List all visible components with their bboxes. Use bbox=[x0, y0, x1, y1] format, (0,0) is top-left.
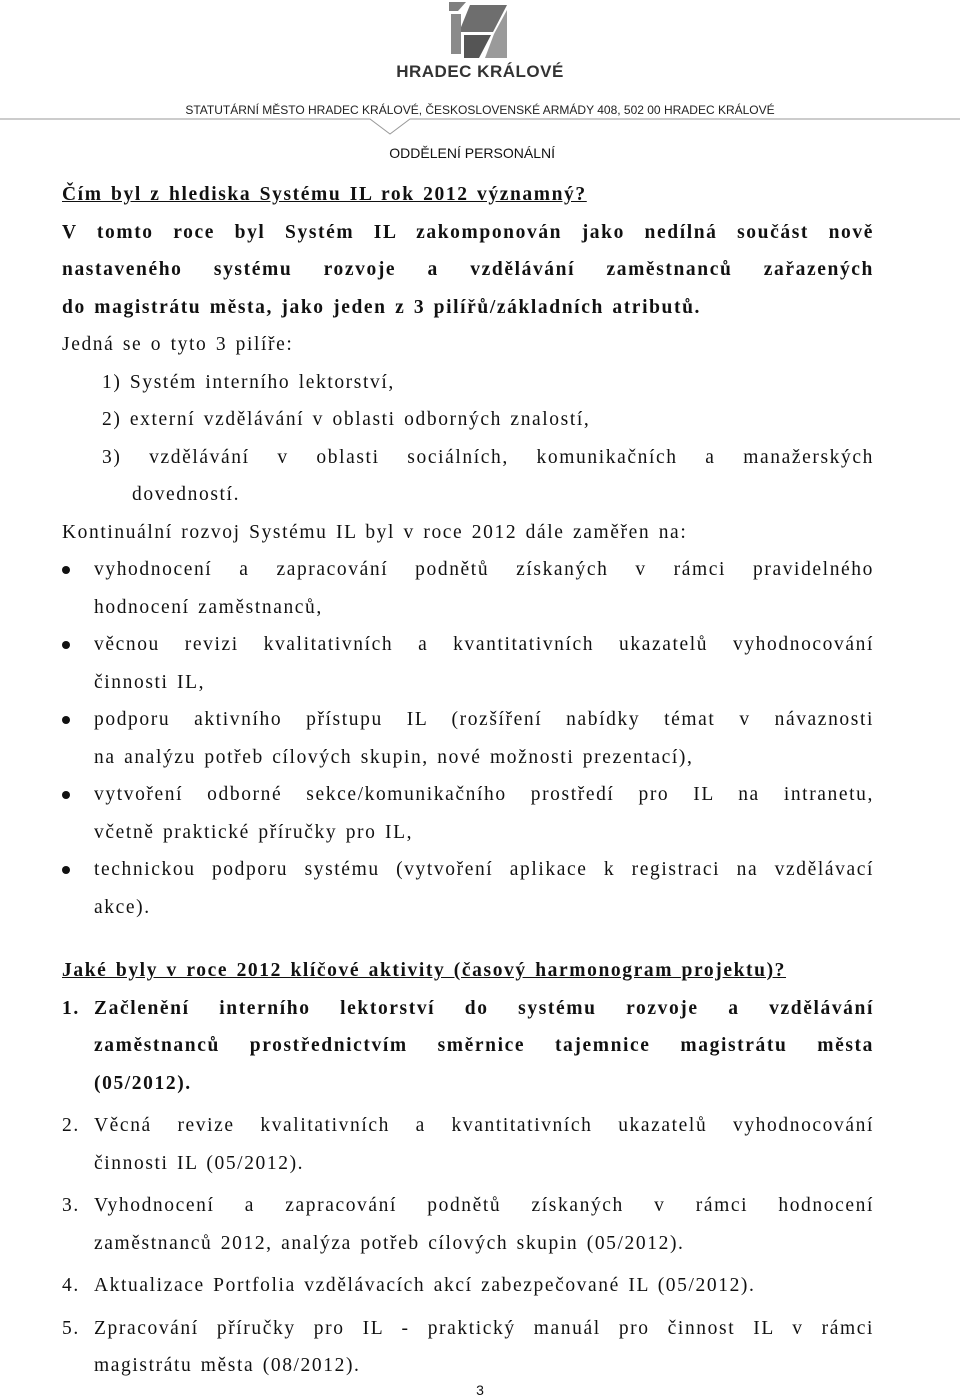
development-intro: Kontinuální rozvoj Systému IL byl v roce 2012 dále zaměřen na: bbox=[62, 521, 688, 543]
list-item-text: technickou podporu systému (vytvoření aplikace k registraci na vzdělávací bbox=[94, 859, 874, 880]
bullet-icon bbox=[62, 866, 70, 874]
list-item bbox=[62, 701, 874, 776]
list-item-text: činnosti IL, bbox=[94, 671, 206, 693]
list-item-text: Vyhodnocení a zapracování podnětů získaných v rámci hodnocení bbox=[94, 1195, 874, 1216]
list-item-text: zaměstnanců 2012, analýza potřeb cílových skupin (05/2012). bbox=[94, 1232, 685, 1254]
list-item-text: Začlenění interního lektorství do systému rozvoje a vzdělávání bbox=[94, 997, 874, 1019]
list-item-text: vytvoření odborné sekce/komunikačního prostředí pro IL na intranetu, bbox=[94, 784, 874, 805]
list-item-text: podporu aktivního přístupu IL (rozšíření nabídky témat v návaznosti bbox=[94, 709, 874, 730]
section2-heading: Jaké byly v roce 2012 klíčové aktivity (časový harmonogram projektu)? bbox=[62, 960, 787, 981]
list-item-text: (05/2012). bbox=[94, 1072, 192, 1094]
pillar-item: 1) Systém interního lektorství, bbox=[102, 371, 395, 393]
item-number: 3. bbox=[62, 1195, 80, 1216]
city-name: HRADEC KRÁLOVÉ bbox=[396, 62, 564, 81]
list-item-text: věcnou revizi kvalitativních a kvantitativních ukazatelů vyhodnocování bbox=[94, 634, 874, 655]
document-body bbox=[62, 176, 874, 1385]
department-label: ODDĚLENÍ PERSONÁLNÍ bbox=[389, 145, 555, 161]
list-item-text: vyhodnocení a zapracování podnětů získaných v rámci pravidelného bbox=[94, 559, 874, 580]
pillar-item: 2) externí vzdělávání v oblasti odborných znalostí, bbox=[102, 409, 591, 430]
list-item bbox=[62, 1107, 874, 1182]
pillars-intro: Jedná se o tyto 3 pilíře: bbox=[62, 334, 294, 355]
letterhead bbox=[0, 0, 960, 161]
section1-heading: Čím byl z hlediska Systému IL rok 2012 významný? bbox=[62, 184, 587, 205]
header-divider bbox=[0, 118, 960, 138]
pillar-item: 3) vzdělávání v oblasti sociálních, komunikačních a manažerských bbox=[102, 446, 874, 468]
item-number: 1. bbox=[62, 997, 80, 1019]
pillar-item-continued: dovedností. bbox=[132, 484, 241, 505]
hradec-kralove-logo-icon bbox=[449, 2, 507, 58]
bullet-icon bbox=[62, 641, 70, 649]
list-item-text: včetně praktické příručky pro IL, bbox=[94, 821, 414, 843]
list-item bbox=[62, 626, 874, 701]
item-number: 4. bbox=[62, 1275, 80, 1296]
page-number: 3 bbox=[476, 1382, 484, 1398]
list-item-text: zaměstnanců prostřednictvím směrnice tajemnice magistrátu města bbox=[94, 1035, 874, 1056]
list-item bbox=[62, 990, 874, 1103]
list-item bbox=[62, 776, 874, 851]
list-item-text: Aktualizace Portfolia vzdělávacích akcí zabezpečované IL (05/2012). bbox=[94, 1275, 756, 1296]
bullet-icon bbox=[62, 791, 70, 799]
list-item bbox=[62, 1267, 874, 1305]
item-number: 5. bbox=[62, 1317, 80, 1339]
intro-line: do magistrátu města, jako jeden z 3 pilířů/základních atributů. bbox=[62, 296, 701, 318]
list-item-text: Věcná revize kvalitativních a kvantitativních ukazatelů vyhodnocování bbox=[94, 1115, 874, 1136]
bullet-icon bbox=[62, 566, 70, 574]
list-item-text: na analýzu potřeb cílových skupin, nové možnosti prezentací), bbox=[94, 746, 694, 768]
list-item-text: akce). bbox=[94, 896, 151, 918]
intro-line: nastaveného systému rozvoje a vzdělávání zaměstnanců zařazených bbox=[62, 259, 874, 280]
list-item bbox=[62, 851, 874, 926]
list-item bbox=[62, 551, 874, 626]
list-item bbox=[62, 1187, 874, 1262]
bullet-icon bbox=[62, 716, 70, 724]
list-item-text: Zpracování příručky pro IL - praktický manuál pro činnost IL v rámci bbox=[94, 1317, 874, 1339]
address: STATUTÁRNÍ MĚSTO HRADEC KRÁLOVÉ, ČESKOSLOVENSKÉ ARMÁDY 408, 502 00 HRADEC KRÁLOVÉ bbox=[185, 103, 775, 117]
list-item-text: hodnocení zaměstnanců, bbox=[94, 596, 323, 618]
intro-line: V tomto roce byl Systém IL zakomponován jako nedílná součást nově bbox=[62, 221, 874, 243]
list-item bbox=[62, 1310, 874, 1385]
list-item-text: činnosti IL (05/2012). bbox=[94, 1152, 305, 1174]
item-number: 2. bbox=[62, 1115, 80, 1136]
list-item-text: magistrátu města (08/2012). bbox=[94, 1355, 361, 1376]
